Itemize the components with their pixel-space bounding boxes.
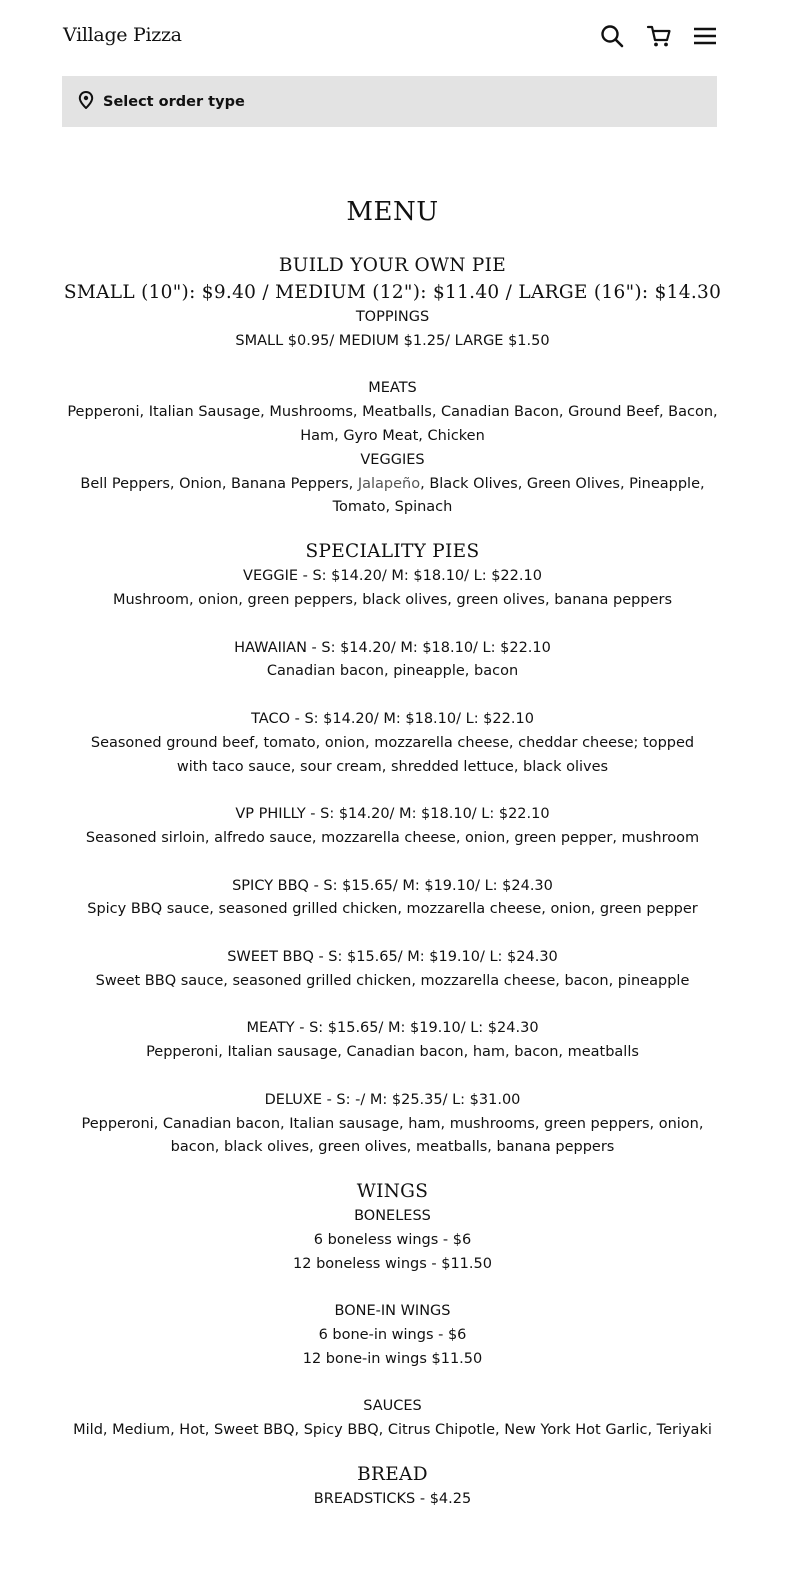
meats-list: Pepperoni, Italian Sausage, Mushrooms, Meatballs, Canadian Bacon, Ground Beef, Bacon, Ham, Gyro Meat, Chicken [67, 404, 718, 444]
section-heading: BREAD [357, 1464, 428, 1486]
pie-name: DELUXE - S: -/ M: $25.35/ L: $31.00 [264, 1091, 521, 1108]
location-pin-icon [78, 91, 94, 113]
toppings-prices: SMALL $0.95/ MEDIUM $1.25/ LARGE $1.50 [235, 332, 550, 349]
veggies-list [0, 473, 785, 521]
pie-name: VEGGIE - S: $14.20/ M: $18.10/ L: $22.10 [243, 568, 542, 585]
wings-price: 6 bone-in wings - $6 [318, 1327, 467, 1344]
jalapeno-link[interactable]: Jalapeño [357, 475, 421, 492]
wings-price: 12 bone-in wings $11.50 [302, 1350, 483, 1367]
bonein-label: BONE-IN WINGS [334, 1303, 451, 1320]
search-icon[interactable] [599, 23, 625, 49]
wings-price: 6 boneless wings - $6 [313, 1231, 472, 1248]
menu-content [0, 190, 785, 1512]
sauces-list: Mild, Medium, Hot, Sweet BBQ, Spicy BBQ, Citrus Chipotle, New York Hot Garlic, Teriyaki [73, 1422, 712, 1439]
pie-desc: Spicy BBQ sauce, seasoned grilled chicken, mozzarella cheese, onion, green pepper [87, 901, 698, 918]
veggies-label: VEGGIES [360, 451, 425, 468]
pie-desc: Mushroom, onion, green peppers, black olives, green olives, banana peppers [112, 591, 673, 608]
page-title: MENU [346, 197, 439, 227]
order-type-label: Select order type [103, 93, 245, 110]
cart-icon[interactable] [646, 23, 672, 49]
pie-name: MEATY - S: $15.65/ M: $19.10/ L: $24.30 [246, 1020, 539, 1037]
pie-name: SWEET BBQ - S: $15.65/ M: $19.10/ L: $24.30 [227, 948, 558, 965]
pie-desc: Pepperoni, Canadian bacon, Italian sausage, ham, mushrooms, green peppers, onion, bacon, black olives, green olives, meatballs, banana peppers [81, 1115, 704, 1156]
boneless-label: BONELESS [354, 1208, 431, 1225]
breadsticks-price: BREADSTICKS - $4.25 [313, 1491, 472, 1508]
order-type-selector[interactable] [62, 76, 717, 127]
menu-icon[interactable] [692, 23, 718, 49]
veggies-text: Bell Peppers, Onion, Banana Peppers, [80, 475, 354, 492]
section-heading: BUILD YOUR OWN PIE [278, 255, 507, 276]
wings-section [0, 1178, 785, 1443]
pie-name: VP PHILLY - S: $14.20/ M: $18.10/ L: $22.10 [235, 806, 550, 823]
toppings-label: TOPPINGS [355, 309, 430, 325]
build-your-own-section [0, 252, 785, 520]
section-heading: WINGS [356, 1181, 429, 1203]
pie-desc: Seasoned sirloin, alfredo sauce, mozzarella cheese, onion, green pepper, mushroom [85, 829, 700, 846]
specialty-pies-section [0, 538, 785, 1160]
pie-desc: Pepperoni, Italian sausage, Canadian bacon, ham, bacon, meatballs [146, 1044, 639, 1061]
pie-name: SPICY BBQ - S: $15.65/ M: $19.10/ L: $24.30 [232, 877, 553, 894]
pie-sizes: SMALL (10"): $9.40 / MEDIUM (12"): $11.40 / LARGE (16"): $14.30 [63, 282, 722, 303]
site-logo[interactable]: Village Pizza [63, 24, 182, 46]
pie-desc: Sweet BBQ sauce, seasoned grilled chicken, mozzarella cheese, bacon, pineapple [95, 972, 690, 989]
pie-name: HAWAIIAN - S: $14.20/ M: $18.10/ L: $22.10 [234, 639, 551, 656]
pie-desc: Canadian bacon, pineapple, bacon [266, 663, 519, 680]
wings-price: 12 boneless wings - $11.50 [293, 1255, 492, 1272]
site-header [0, 0, 785, 72]
meats-label: MEATS [368, 380, 417, 397]
pie-desc: Seasoned ground beef, tomato, onion, mozzarella cheese, cheddar cheese; topped with taco sauce, sour cream, shredded lettuce, black olives [90, 734, 695, 775]
veggies-text: , Black Olives, Green Olives, Pineapple, Tomato, Spinach [332, 475, 705, 516]
pie-name: TACO - S: $14.20/ M: $18.10/ L: $22.10 [251, 710, 534, 727]
sauces-label: SAUCES [363, 1398, 422, 1415]
bread-section [0, 1461, 785, 1512]
section-heading: SPECIALITY PIES [305, 541, 480, 563]
